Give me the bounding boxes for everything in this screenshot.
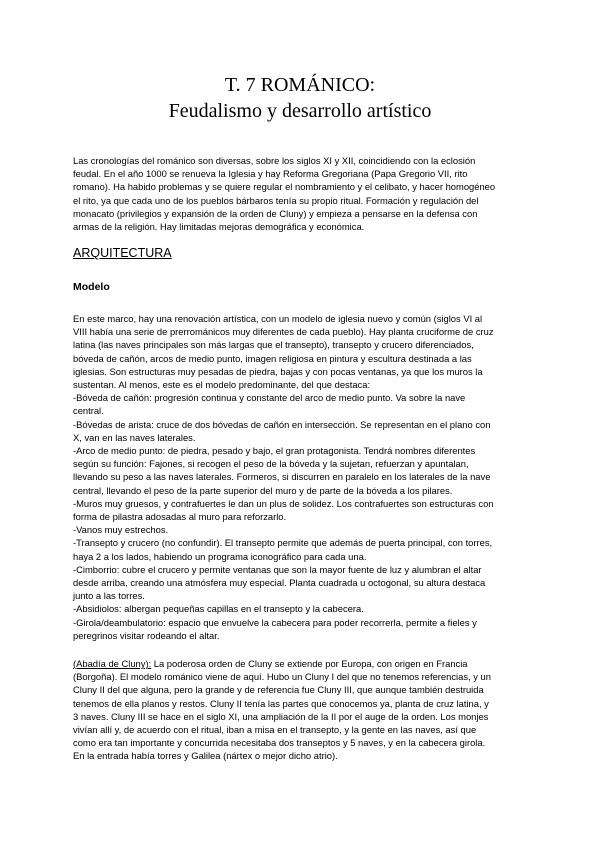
intro-line: armas de la religión. Hay limitadas mejoras demográfica y económica. <box>73 221 365 233</box>
modelo-line: central, llevando el peso de la parte superior del muro y de parte de la bóveda a los pilares. <box>73 484 453 496</box>
cluny-line: vivían allí y, de acuerdo con el ritual, iban a misa en el transepto, y la gente en las naves, así que <box>73 724 477 736</box>
cluny-line: tenemos de ella planos y restos. Cluny II tenía las partes que conocemos ya, planta de cruz latina, y <box>73 697 489 709</box>
intro-line: el rito, ya que cada uno de los pueblos bárbaros tenía su propio ritual. Formación y regulación del <box>73 194 479 206</box>
modelo-line: peregrinos visitar rodeando el altar. <box>73 629 220 641</box>
modelo-line: forma de pilastra adosadas al muro para reforzarlo. <box>73 511 287 523</box>
cluny-line: como era tan importante y concurrida necesitaba dos transeptos y 5 naves, y en la cabecera girola. <box>73 737 486 749</box>
modelo-line: -Absidiolos: albergan pequeñas capillas en el transepto y la cabecera. <box>73 603 364 615</box>
cluny-line: Cluny II del que alguna, pero la grande y de referencia fue Cluny III, que aunque también destruida <box>73 684 484 696</box>
modelo-line: bóveda de cañón, arcos de medio punto, imagen religiosa en pintura y escultura destinada a las <box>73 352 472 364</box>
modelo-line: iglesias. Son estructuras muy pesadas de piedra, bajas y con pocas ventanas, ya que los muros la <box>73 365 483 377</box>
document-subtitle: Feudalismo y desarrollo artístico <box>168 100 432 122</box>
cluny-label: (Abadía de Cluny): <box>73 658 152 669</box>
modelo-line: -Bóveda de cañón: progresión continua y constante del arco de medio punto. Va sobre la nave <box>73 392 466 404</box>
modelo-line: junto a las torres. <box>73 590 145 602</box>
subsection-heading-modelo: Modelo <box>73 281 110 293</box>
cluny-line: En la entrada había torres y Galilea (nártex o mejor dicho atrio). <box>73 750 338 762</box>
cluny-line <box>73 657 535 670</box>
modelo-line: -Transepto y crucero (no confundir). El transepto permite que además de puerta principal, con torres, <box>73 537 493 549</box>
modelo-line: -Bóvedas de arista: cruce de dos bóvedas de cañón en intersección. Se representan en el plano con <box>73 418 491 430</box>
modelo-line: -Muros muy gruesos, y contrafuertes le dan un plus de solidez. Los contrafuertes son estructuras con <box>73 497 494 509</box>
modelo-line: X, van en las naves laterales. <box>73 431 196 443</box>
modelo-line: sustentan. Al menos, este es el modelo predominante, del que destaca: <box>73 379 371 391</box>
cluny-first-line-text: La poderosa orden de Cluny se extiende por Europa, con origen en Francia <box>151 658 468 669</box>
modelo-line: -Cimborrio: cubre el crucero y permite ventanas que son la mayor fuente de luz y alumbran el altar <box>73 563 482 575</box>
modelo-line: llevando su peso a las naves laterales. Formeros, si discurren en paralelo en los laterales de la nave <box>73 471 491 483</box>
modelo-paragraph <box>73 312 535 642</box>
section-heading-arquitectura: ARQUITECTURA <box>73 246 172 260</box>
document-title: T. 7 ROMÁNICO: <box>224 74 376 96</box>
intro-line: Las cronologías del románico son diversas, sobre los siglos XI y XII, coincidiendo con la eclosión <box>73 155 476 166</box>
modelo-line: latina (las naves principales son más largas que el transepto), transepto y crucero diferenciados, <box>73 339 474 351</box>
intro-line: romano). Ha habido problemas y se quiere regular el nombramiento y el celibato, y hacer homogéneo <box>73 181 496 193</box>
modelo-line: En este marco, hay una renovación artística, con un modelo de iglesia nuevo y común (siglos VI al <box>73 313 483 324</box>
modelo-line: desde arriba, creando una atmósfera muy especial. Planta cuadrada u octogonal, su altura destaca <box>73 577 486 589</box>
cluny-paragraph <box>73 657 535 763</box>
intro-paragraph <box>73 154 535 233</box>
modelo-line: -Arco de medio punto: de piedra, pesado y bajo, el gran protagonista. Tendrá nombres diferentes <box>73 445 476 457</box>
intro-line: feudal. En el año 1000 se renueva la Iglesia y hay Reforma Gregoriana (Papa Gregorio VII, rito <box>73 168 468 180</box>
modelo-line: -Vanos muy estrechos. <box>73 524 169 536</box>
cluny-line: (Borgoña). El modelo románico viene de aquí. Hubo un Cluny I del que no tenemos referencias, y un <box>73 671 491 683</box>
cluny-line: 3 naves. Cluny III se hace en el siglo XI, una ampliación de la II por el auge de la orden. Los monjes <box>73 710 489 722</box>
modelo-line: VIII había una serie de prerrománicos muy diferentes de cada pueblo). Hay planta cruciforme de cruz <box>73 326 494 338</box>
intro-line: monacato (privilegios y expansión de la orden de Cluny) y empieza a pensarse en la defensa con <box>73 207 478 219</box>
modelo-line: haya 2 a los lados, habiendo un programa iconográfico para cada una. <box>73 550 367 562</box>
modelo-line: central. <box>73 405 104 417</box>
modelo-line: -Girola/deambulatorio: espacio que envuelve la cabecera para poder recorrerla, permite a fieles y <box>73 616 477 628</box>
modelo-line: según su función: Fajones, si recogen el peso de la bóveda y la sujetan, refuerzan y apuntalan, <box>73 458 469 470</box>
